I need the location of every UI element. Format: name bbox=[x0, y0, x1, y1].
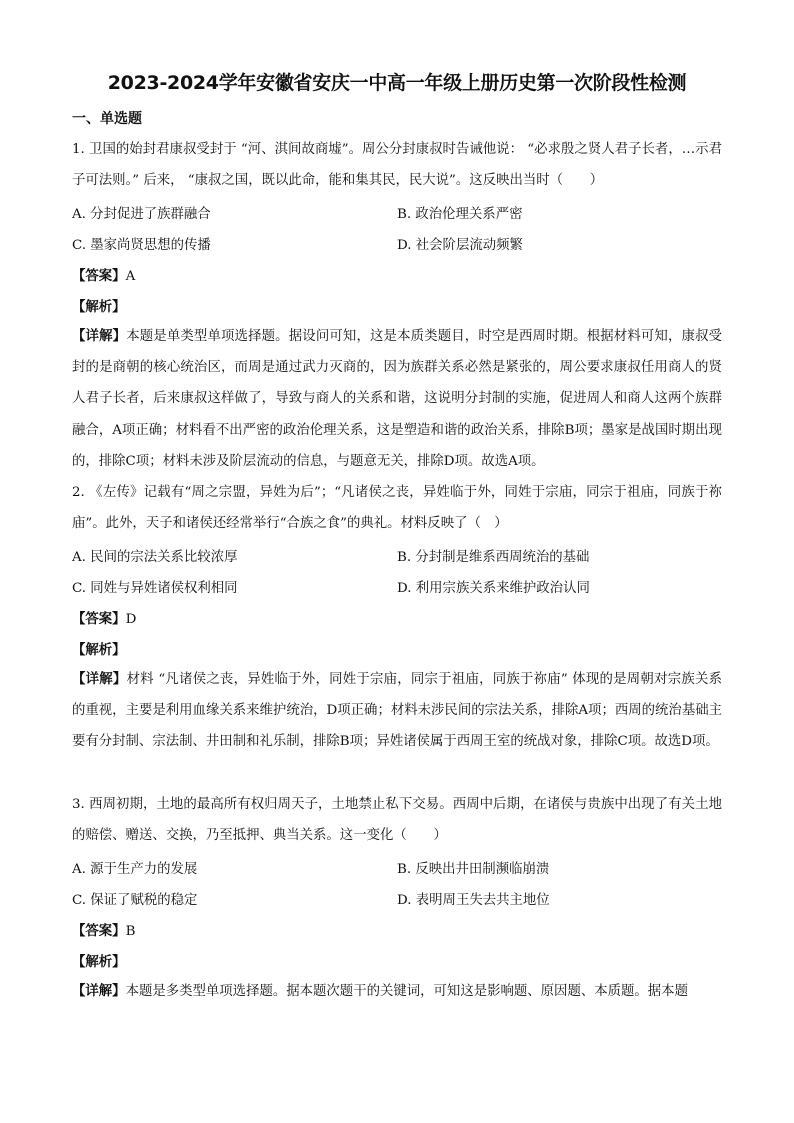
question-2-detail: 【详解】材料 “凡诸侯之丧，异姓临于外，同姓于宗庙，同宗于祖庙，同族于祢庙” 体现的是周朝对宗族关系的重视，主要是利用血缘关系来维护统治，D项正确；材料未涉民间的宗法关系，排除A项；西周的统治基础主要有分封制、宗法制、井田制和礼乐制，排除B项；异姓诸侯属于西周王室的统战对象，排除C项。故选D项。 bbox=[72, 671, 723, 750]
question-3-option-a: A. 源于生产力的发展 bbox=[72, 862, 198, 877]
question-1-analysis-label: 【解析】 bbox=[72, 299, 126, 315]
question-2-option-b: B. 分封制是维系西周统治的基础 bbox=[397, 550, 590, 565]
question-3-detail: 【详解】本题是多类型单项选择题。据本题次题干的关键词，可知这是影响题、原因题、本质题。据本题 bbox=[72, 983, 688, 999]
section-heading: 一、单选题 bbox=[72, 111, 142, 127]
question-1-option-d: D. 社会阶层流动频繁 bbox=[397, 238, 523, 253]
question-2-option-c: C. 同姓与异姓诸侯权利相同 bbox=[72, 581, 238, 596]
question-2-answer: 【答案】D bbox=[72, 611, 137, 627]
question-1-stem: 1. 卫国的始封君康叔受封于 “河、淇间故商墟”。周公分封康叔时告诫他说： “必求殷之贤人君子长者，…示君子可法则。” 后来， “康叔之国，既以此命，能和集其民，民大说”。这反映出当时（ ） bbox=[72, 142, 722, 189]
question-3-stem: 3. 西周初期，土地的最高所有权归周天子，土地禁止私下交易。西周中后期，在诸侯与贵族中出现了有关土地的赔偿、赠送、交换，乃至抵押、典当关系。这一变化（ ） bbox=[72, 797, 722, 844]
question-3-option-d: D. 表明周王失去共主地位 bbox=[397, 893, 550, 908]
question-2-stem: 2. 《左传》记载有“周之宗盟，异姓为后”；“凡诸侯之丧，异姓临于外，同姓于宗庙，同宗于祖庙，同族于祢庙”。此外，天子和诸侯还经常举行“合族之食”的典礼。材料反映了（ ） bbox=[72, 485, 722, 532]
question-3-analysis-label: 【解析】 bbox=[72, 954, 126, 970]
question-1-detail: 【详解】本题是单类型单项选择题。据设问可知，这是本质类题目，时空是西周时期。根据材料可知，康叔受封的是商朝的核心统治区，而周是通过武力灭商的，因为族群关系必然是紧张的，周公要求康叔任用商人的贤人君子长者，后来康叔这样做了，导致与商人的关系和谐，这说明分封制的实施，促进周人和商人这两个族群融合，A项正确；材料看不出严密的政治伦理关系，这是塑造和谐的政治关系，排除B项；墨家是战国时期出现的，排除C项；材料未涉及阶层流动的信息，与题意无关，排除D项。故选A项。 bbox=[72, 328, 723, 469]
question-2-option-a: A. 民间的宗法关系比较浓厚 bbox=[72, 550, 238, 565]
question-3-option-b: B. 反映出井田制濒临崩溃 bbox=[397, 862, 550, 877]
question-1-answer: 【答案】A bbox=[72, 268, 136, 284]
question-3-answer: 【答案】B bbox=[72, 923, 136, 939]
question-1-option-b: B. 政治伦理关系严密 bbox=[397, 207, 523, 222]
question-1-option-a: A. 分封促进了族群融合 bbox=[72, 207, 211, 222]
question-2-option-d: D. 利用宗族关系来维护政治认同 bbox=[397, 581, 590, 596]
question-2-analysis-label: 【解析】 bbox=[72, 642, 126, 658]
document-title: 2023-2024学年安徽省安庆一中高一年级上册历史第一次阶段性检测 bbox=[107, 72, 687, 94]
question-1-option-c: C. 墨家尚贤思想的传播 bbox=[72, 238, 211, 253]
question-3-option-c: C. 保证了赋税的稳定 bbox=[72, 893, 198, 908]
